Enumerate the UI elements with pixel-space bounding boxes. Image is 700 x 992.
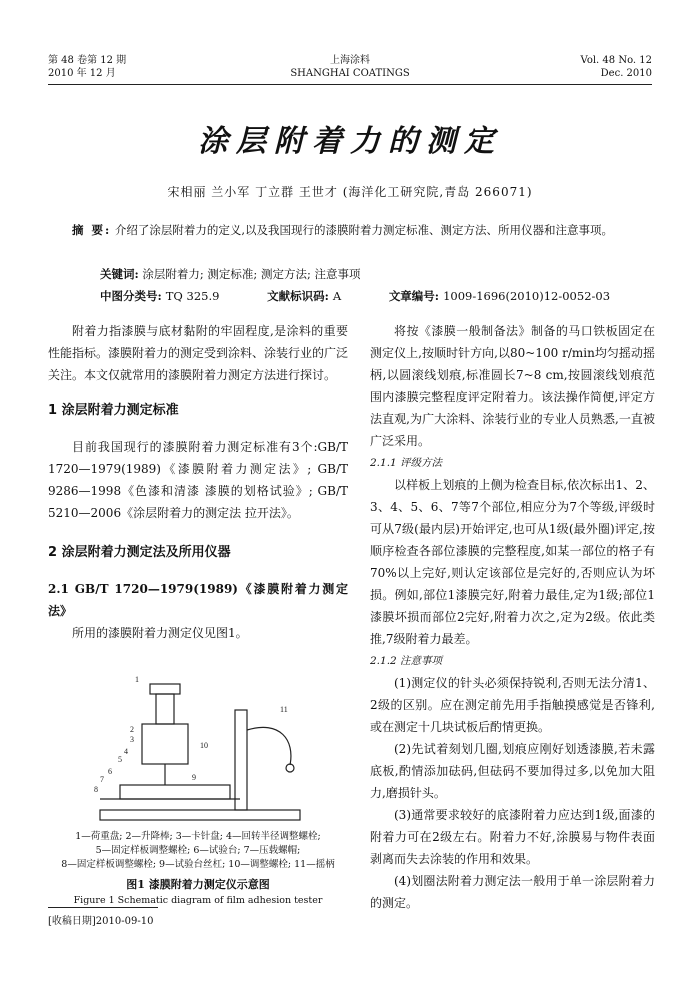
section-2-1-heading: 2.1 GB/T 1720—1979(1989)《漆膜附着力测定法》 bbox=[48, 582, 348, 618]
method-paragraph: 将按《漆膜一般制备法》制备的马口铁板固定在测定仪上,按顺时针方向,以80~100 r/min均匀摇动摇柄,以圆滚线划痕,标准圆长7~8 cm,按圆滚线划痕范围内漆膜完整程度评定附着力。该法操作简便,评定方法直观,为广大涂料、涂装行业的专业人员熟悉,一直被广泛采用。 bbox=[370, 324, 655, 448]
callout-7: 7 bbox=[100, 775, 104, 784]
callout-9: 9 bbox=[192, 773, 196, 782]
left-column bbox=[48, 320, 348, 644]
journal-issue: 第 48 卷第 12 期 2010 年 12 月 bbox=[48, 55, 127, 79]
section-2-1-2-heading: 2.1.2 注意事项 bbox=[370, 655, 443, 667]
keywords-text: 涂层附着力; 测定标准; 测定方法; 注意事项 bbox=[142, 267, 361, 281]
note-3: (3)通常要求较好的底漆附着力应达到1级,面漆的附着力可在2级左右。附着力不好,涂膜易与物件表面剥离而失去涂装的作用和效果。 bbox=[370, 808, 655, 866]
intro-paragraph: 附着力指漆膜与底材黏附的牢固程度,是涂料的重要性能指标。漆膜附着力的测定受到涂料、涂装行业的广泛关注。本文仅就常用的漆膜附着力测定方法进行探讨。 bbox=[48, 324, 349, 382]
section-2-heading: 2 涂层附着力测定法及所用仪器 bbox=[48, 545, 231, 560]
footnote-rule bbox=[48, 907, 158, 908]
rating-paragraph: 以样板上划痕的上侧为检查目标,依次标出1、2、3、4、5、6、7等7个部位,相应分为7个等级,评级时可从7级(最内层)开始评定,也可从1级(最外圈)评定,按顺序检查各部位漆膜的完整程度,如某一部位的格子有70%以上完好,则认定该部位是完好的,否则应认为坏损。例如,部位1漆膜完好,附着力最佳,定为1级;部位1漆膜坏损而部位2完好,附着力次之,定为2级。依此类推,7级附着力最差。 bbox=[370, 478, 655, 646]
callout-6: 6 bbox=[108, 767, 112, 776]
figure-caption-en: Figure 1 Schematic diagram of film adhesion tester bbox=[73, 895, 323, 906]
header-rule bbox=[48, 84, 652, 85]
base-plate bbox=[100, 810, 300, 820]
clc-label: 中图分类号: bbox=[100, 289, 162, 303]
section-2-1-text: 所用的漆膜附着力测定仪见图1。 bbox=[72, 626, 248, 640]
callout-5: 5 bbox=[118, 755, 122, 764]
callout-2: 2 bbox=[130, 725, 134, 734]
received-date: [收稿日期]2010-09-10 bbox=[48, 916, 154, 927]
abstract-text: 介绍了涂层附着力的定义,以及我国现行的漆膜附着力测定标准、测定方法、所用仪器和注意事项。 bbox=[114, 223, 614, 237]
abstract bbox=[72, 221, 644, 240]
note-2: (2)先试着刻划几圈,划痕应刚好划透漆膜,若未露底板,酌情添加砝码,但砝码不要加得过多,以免加大阻力,磨损针头。 bbox=[370, 742, 655, 800]
handle bbox=[286, 764, 294, 772]
article-number-label: 文章编号: bbox=[388, 289, 440, 303]
abstract-label: 摘 要: bbox=[72, 223, 112, 237]
journal-volume: Vol. 48 No. 12 Dec. 2010 bbox=[580, 55, 652, 79]
doc-code-value: A bbox=[332, 289, 342, 303]
article-title: 涂层附着力的测定 bbox=[198, 124, 502, 159]
figure-caption-cn: 图1 漆膜附着力测定仪示意图 bbox=[126, 878, 270, 891]
needle-head bbox=[142, 724, 188, 764]
section-2-1-1-heading: 2.1.1 评级方法 bbox=[370, 457, 443, 469]
callout-4: 4 bbox=[124, 747, 128, 756]
doc-code-label: 文献标识码: bbox=[267, 289, 329, 303]
callout-10: 10 bbox=[200, 741, 208, 750]
callout-11: 11 bbox=[280, 705, 288, 714]
callout-3: 3 bbox=[130, 735, 134, 744]
authors: 宋相丽 兰小军 丁立群 王世才 (海洋化工研究院,青岛 266071) bbox=[167, 185, 533, 199]
keywords bbox=[100, 265, 361, 284]
article-number-value: 1009-1696(2010)12-0052-03 bbox=[443, 289, 611, 303]
section-1-text: 目前我国现行的漆膜附着力测定标准有3个:GB/T 1720—1979(1989)《漆膜附着力测定法》; GB/T 9286—1998《色漆和清漆 漆膜的划格试验》; GB/T 5210—2006《涂层附着力的测定法 拉开法》。 bbox=[48, 440, 348, 520]
clc-value: TQ 325.9 bbox=[165, 289, 220, 303]
test-table bbox=[120, 785, 230, 799]
journal-name: 上海涂料 SHANGHAI COATINGS bbox=[290, 55, 410, 79]
section-1-heading: 1 涂层附着力测定标准 bbox=[48, 403, 179, 418]
arm bbox=[247, 727, 291, 765]
adhesion-tester-figure bbox=[80, 670, 320, 830]
callout-1: 1 bbox=[135, 675, 139, 684]
note-4: (4)划圈法附着力测定法一般用于单一涂层附着力的测定。 bbox=[370, 874, 655, 910]
callout-8: 8 bbox=[94, 785, 98, 794]
figure-legend: 1—荷重盘; 2—升降棒; 3—卡针盘; 4—回转半径调整螺栓; 5—固定样板调整螺栓; 6—试验台; 7—压载螺帽; 8—固定样板调整螺栓; 9—试验台丝杠; 10—调整螺栓; 11—摇柄 bbox=[61, 831, 335, 870]
column bbox=[235, 710, 247, 810]
keywords-label: 关键词: bbox=[100, 267, 139, 281]
weight-disc bbox=[150, 684, 180, 694]
right-column bbox=[370, 320, 655, 914]
lift-rod bbox=[156, 694, 174, 724]
classification bbox=[100, 287, 660, 306]
note-1: (1)测定仪的针头必须保持锐利,否则无法分清1、2级的区别。应在测定前先用手指触摸感觉是否锋利,或在测定十几块试板后酌情更换。 bbox=[370, 676, 655, 734]
